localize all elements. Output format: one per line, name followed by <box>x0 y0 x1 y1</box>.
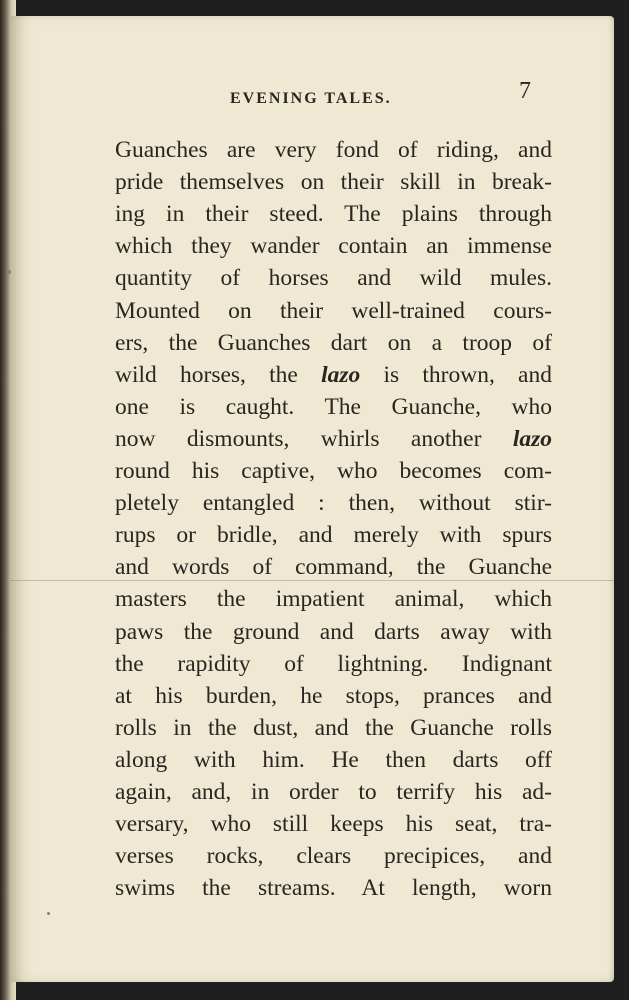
text-line: rups or bridle, and merely with spurs <box>115 522 552 549</box>
text-line: again, and, in order to terrify his ad- <box>115 779 552 805</box>
text-line: round his captive, who becomes com- <box>115 458 552 484</box>
text-line: one is caught. The Guanche, who <box>115 393 552 420</box>
text-line: ing in their steed. The plains through <box>115 201 552 228</box>
text-line: wild horses, the lazo is thrown, and <box>115 361 552 388</box>
text-line: rolls in the dust, and the Guanche rolls <box>115 714 552 741</box>
italic-word: lazo <box>512 425 552 452</box>
text-line: pletely entangled : then, without stir- <box>115 490 552 517</box>
paper-speck <box>47 912 50 915</box>
page-number: 7 <box>519 78 531 104</box>
text-line: at his burden, he stops, prances and <box>115 682 552 709</box>
text-line: ers, the Guanches dart on a troop of <box>115 329 552 356</box>
running-head: EVENING TALES. <box>230 90 392 107</box>
text-line: the rapidity of lightning. Indignant <box>115 650 552 677</box>
text-line: swims the streams. At length, worn <box>115 875 552 902</box>
text-line: paws the ground and darts away with <box>115 618 552 645</box>
paper-speck <box>8 270 11 274</box>
text-line: now dismounts, whirls another lazo <box>115 425 552 452</box>
text-line: masters the impatient animal, which <box>115 586 552 613</box>
italic-word: lazo <box>321 361 361 388</box>
text-line: and words of command, the Guanche <box>115 554 552 581</box>
text-line: Guanches are very fond of riding, and <box>115 137 552 163</box>
text-line: quantity of horses and wild mules. <box>115 265 552 292</box>
text-line: which they wander contain an immense <box>115 233 552 260</box>
text-line: pride themselves on their skill in break- <box>115 169 552 196</box>
text-line: along with him. He then darts off <box>115 746 552 773</box>
text-line: verses rocks, clears precipices, and <box>115 843 552 870</box>
text-line: versary, who still keeps his seat, tra- <box>115 811 552 838</box>
text-line: Mounted on their well-trained cours- <box>115 297 552 324</box>
